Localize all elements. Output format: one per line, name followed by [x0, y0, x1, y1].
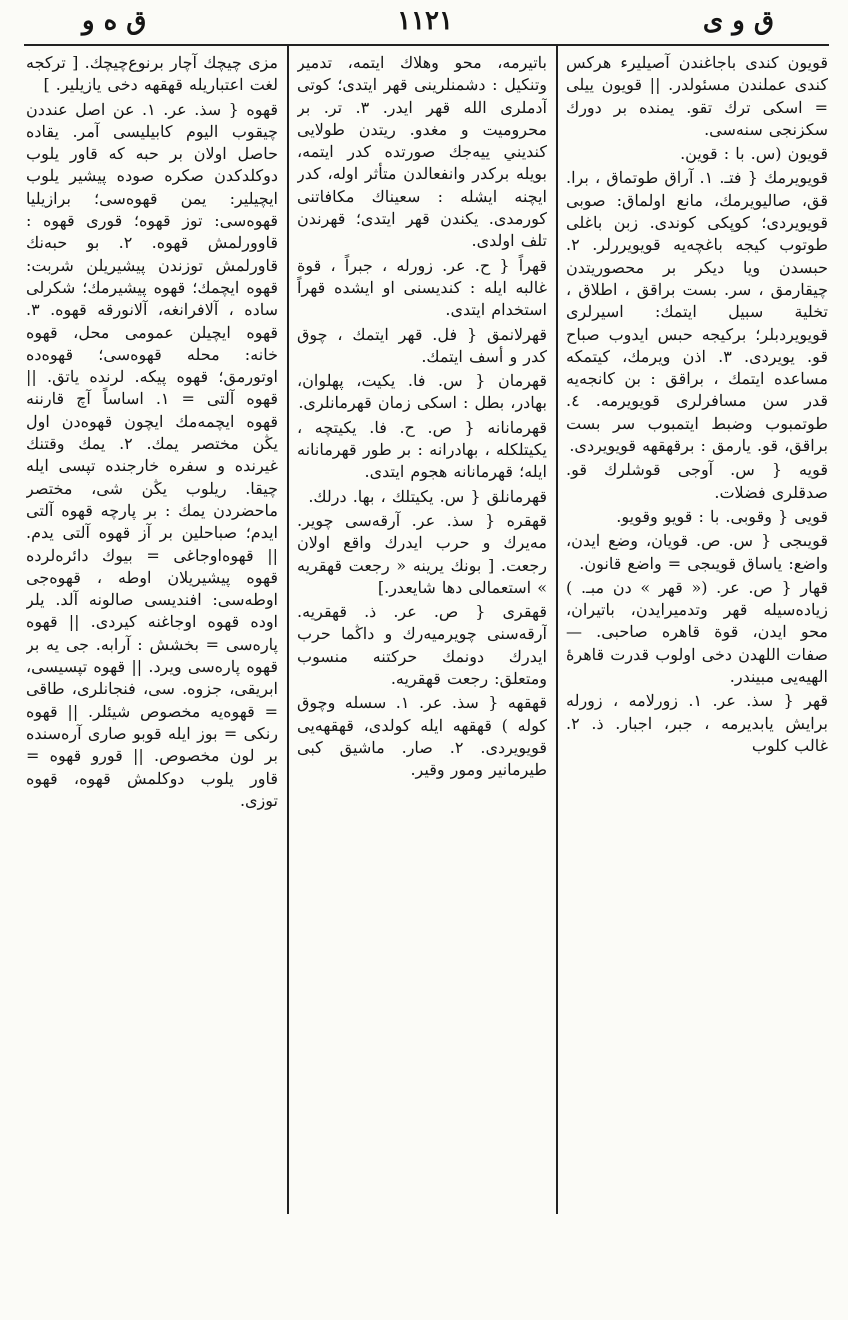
- entry: قهوه { سذ. عر. ١. عن اصل عنددن چيقوب اليوم كابيليسى آمر. يقاده حاصل اولان بر حبه كه قاور يلوب دوكلدكدن صكره صوده پيشير يلوب ايچيلير: يمن قهوه‌سى؛ برازيليا قهوه‌سى: توز قهوه؛ قورى قهوه : قاوورلمش قهوه. ٢. بو حبه‌نك قاورلمش توزندن پيشيريلن شربت: قهوه ايچمك؛ قهوه پيشيرمك؛ شكرلى ساده ، آلافرانغه، آلانورقه قهوه. ٣. قهوه ايچيلن عمومى محل، قهوه خانه: محله قهوه‌سى؛ قهوه‌ده اوتورمق؛ قهوه پيكه. لرنده ياتق. || قهوه آلتى = ١. اساساً آچ قارننه قهوه ايچمه‌مك ايچون قهوه‌دن اول يڭن مختصر يمك. ٢. يمك وقتنك غيرنده و سفره خارجنده تپسى ايله چيقا. ريلوب يڭن شى، مختصر ماحضردن يمك : بر پارچه قهوه آلتى ايدم؛ صباحلين بر آز قهوه آلتى يدم. || قهوه‌اوجاغى = بيوك دائره‌لرده قهوه پيشيريلان اوطه ، قهوه‌جى اوطه‌سى: افنديسى صالونه آلد. يلر اوده قهوه اوجاغنه كيردى. || قهوه پاره‌سى = بخشش : آرابه. جى يه بر قهوه پاره‌سى ويرد. || قهوه تپسيسى، ابريقى، جزوه. سى، فنجانلرى، طاقى = قهوه‌يه مخصوص شيئلر. || قهوه رنكى = بوز ايله قوبو صارى آره‌سنده بر لون مخصوص. || قورو قهوه = قاور يلوب دوكلمش قهوه، قهوه توزى.: [26, 99, 278, 810]
- column-left: [26, 52, 278, 1212]
- column-right: [566, 52, 828, 1212]
- entry: قويويرمك { فتـ. ١. آراق طوتماق ، برا. قق، صاليويرمك، مانع اولماق: صوبى قويويردى؛ كوپكى كوندى. زبن باغلى طوتوب كيجه باغچه‌يه قويويررلر. ٢. حبسدن ويا ديكر بر محصوريتدن چيقارمق ، سر. بست براقق ، اطلاق ، تخلية سبيل ايتمك: اسيرلرى قويويردبلر؛ بركيجه حبس ايدوب صباح قو. يويردى. ٣. اذن ويرمك، كيتمكه مساعده ايتمك ، براقق : بن كانجه‌يه قدر سن مسافرلرى قويويرمه. ٤. طوتمبوب وضبط ايتمبوب سر بست براقق، قو. يارمق : برقهقهه قويويردى.: [566, 168, 828, 456]
- column-middle: [297, 52, 547, 1212]
- header-left-letters: ق ه و: [82, 6, 147, 36]
- entry: قهرمانلق { س. يكيتلك ، بها. درلك.: [308, 486, 547, 506]
- page-header: [0, 0, 848, 42]
- entry: قويى { وقوبى. با : قويو وقويو.: [616, 506, 828, 526]
- entry: قهقره { سذ. عر. آرقه‌سى چوير. مه‌يرك و حرب ايدرك واقع اولان رجعت. [ بونك يرينه « رجعت قهقريه » استعمالى دها شايعدر.]: [297, 510, 547, 597]
- entry: قهقهه { سذ. عر. ١. سسله وچوق كوله ) قهقهه ايله كولدى، قهقهه‌يى قويويردى. ٢. صار. ماشيق كبى طيرمانير ومور وقير.: [297, 693, 547, 780]
- entry: مزى چيچك آچار برنوع‌چيچك. [ تركجه لغت اعتباريله قهقهه دخى يازيلير. ]: [26, 53, 278, 95]
- page-number: ١١٢١: [397, 6, 453, 36]
- entry: قهر { سذ. عر. ١. زورلامه ، زورله برايش يابديرمه ، جبر، اجبار. ذ. ٢. غالب كلوب: [566, 691, 828, 755]
- entry: قهرمان { س. فا. يكيت، پهلوان، بهادر، بطل : اسكى زمان قهرمانلرى.: [297, 371, 547, 413]
- entry: قهقرى { ص. عر. ذ. قهقريه. آرقه‌سنى چويرميه‌رك و داڭما حرب ايدرك دونمك حركتنه منسوب ومتعلق: رجعت قهقريه.: [297, 602, 547, 689]
- entry: قويىجى { س. ص. قويان، وضع ايدن، واضع: ياساق قويىجى = واضع قانون.: [566, 531, 828, 573]
- entry: قهرمانانه { ص. ح. فا. يكيتچه ، يكيتلكله ، بهادرانه : بر طور قهرمانانه ايله؛ قهرمانانه هجوم ايتدى.: [297, 417, 547, 482]
- header-right-letters: ق و ى: [702, 6, 774, 36]
- entry: قهار { ص. عر. (« قهر » دن‌ مبـ. ) زياده‌سيله قهر وتدميرايدن، باتيران، محو ايدن، قوة قاهره صاحبى. — صفات اللهدن دخى اولوب قدرت قاهرۀ الهيه‌يى مبيندر.: [566, 577, 828, 687]
- column-divider-left: [287, 46, 289, 1214]
- entry: قهرلانمق { فل. قهر ايتمك ، چوق كدر و أسف ايتمك.: [297, 324, 547, 366]
- entry: قويون كندى باجاغندن آصيليرء هركس كندى عملندن مسئولدر. || قويون ييلى = اسكى ترك تقو. يمنده بر دورك سكزنجى سنه‌سى.: [566, 53, 828, 139]
- entry: باتيرمه، محو وهلاك ايتمه، تدمير وتنكيل : دشمنلرينى قهر ايتدى؛ كوتى آدملرى الله قهر ايدر. ٣. تر. بر محروميت و مغدو. ريتدن طولايى كنديني ييه‌جك صورتده كدر ايتمه، بويله بركدر وانفعالدن متأثر اوله، كدر ايچنه ايشله : سعيناك مكافاتنى كورمدى. يكندن قهر ايتدى؛ قهرندن تلف اولدى.: [297, 53, 547, 251]
- header-rule: [24, 44, 829, 46]
- entry: قهراً { ح. عر. زورله ، جبراً ، قوة غالبه ايله : كنديسنى او ايشده قهراً استخدام ايتدى.: [297, 255, 547, 320]
- entry: قويون (س. با : قوين.: [680, 144, 828, 164]
- entry: قويه { س. آوجى قوشلرك قو. صدقلرى فضلات.: [566, 460, 828, 502]
- column-divider-right: [556, 46, 558, 1214]
